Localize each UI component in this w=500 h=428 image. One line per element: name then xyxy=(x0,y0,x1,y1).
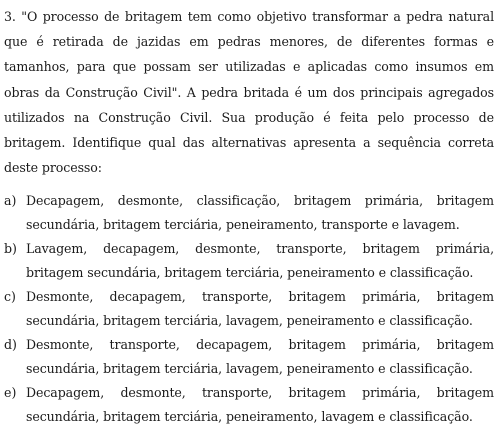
option-e-letter: e) xyxy=(4,385,17,401)
option-d-text: Desmonte, transporte, decapagem, britagem primária, britagem secundária, britagem terciária, lavagem, peneiramento e classificação. xyxy=(26,337,494,376)
option-d-letter: d) xyxy=(4,337,17,353)
option-a-letter: a) xyxy=(4,193,17,209)
question-text: 3. "O processo de britagem tem como objetivo transformar a pedra natural que é retirada de jazidas em pedras menores, de diferentes formas e tamanhos, para que possam ser utilizadas e aplicadas como insumos em obras da Construção Civil". A pedra britada é um dos principais agregados utilizados na Construção Civil. Sua produção é feita pelo processo de britagem. Identifique qual das alternativas apresenta a sequência correta deste processo: xyxy=(4,9,494,176)
option-b[interactable] xyxy=(4,237,494,284)
answer-options xyxy=(4,189,494,428)
option-b-text: Lavagem, decapagem, desmonte, transporte, britagem primária, britagem secundária, britagem terciária, peneiramento e classificação. xyxy=(26,241,494,280)
option-c[interactable] xyxy=(4,285,494,332)
option-a[interactable] xyxy=(4,189,494,236)
option-d[interactable] xyxy=(4,333,494,380)
option-e[interactable] xyxy=(4,381,494,428)
option-c-letter: c) xyxy=(4,289,16,305)
option-a-text: Decapagem, desmonte, classificação, britagem primária, britagem secundária, britagem terciária, peneiramento, transporte e lavagem. xyxy=(26,193,494,232)
option-c-text: Desmonte, decapagem, transporte, britagem primária, britagem secundária, britagem terciária, lavagem, peneiramento e classificação. xyxy=(26,289,494,328)
option-e-text: Decapagem, desmonte, transporte, britagem primária, britagem secundária, britagem terciária, peneiramento, lavagem e classificação. xyxy=(26,385,494,424)
option-b-letter: b) xyxy=(4,241,17,257)
